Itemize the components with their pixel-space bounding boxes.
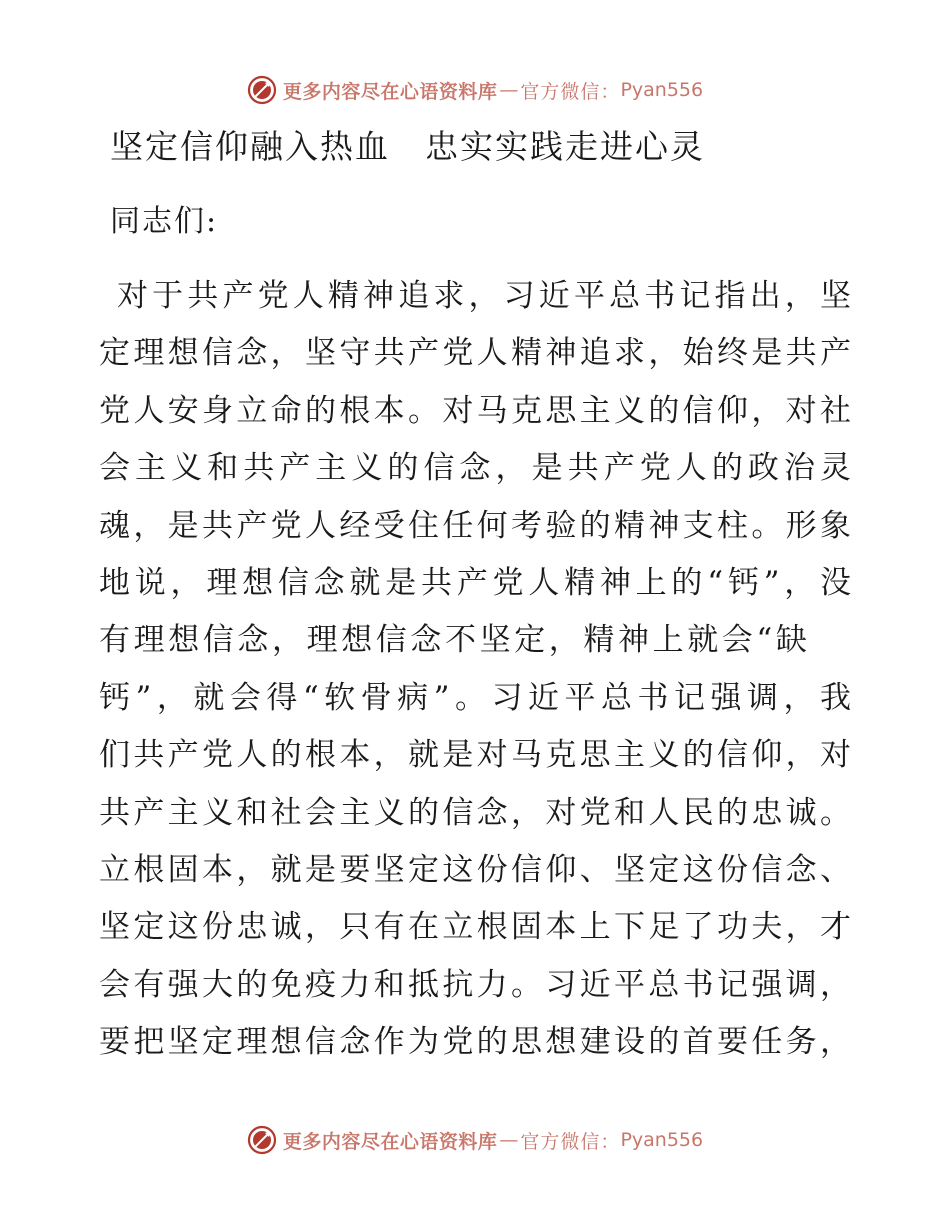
footer-watermark-banner [0, 1120, 950, 1160]
body-line: 对于共产党人精神追求，习近平总书记指出，坚 [117, 278, 851, 314]
banner-contact-label: 官方微信： [520, 1130, 621, 1153]
body-line: 有理想信念，理想信念不坚定，精神上就会“缺 [99, 622, 811, 659]
body-line: 们共产党人的根本，就是对马克思主义的信仰，对 [99, 737, 851, 774]
banner-contact-label: 官方微信： [520, 80, 621, 103]
body-line: 坚定这份忠诚，只有在立根固本上下足了功夫，才 [99, 909, 851, 946]
body-line: 要把坚定理想信念作为党的思想建设的首要任务， [99, 1024, 851, 1061]
salutation: 同志们: [110, 204, 219, 239]
body-line: 共产主义和社会主义的信念，对党和人民的忠诚。 [99, 794, 851, 831]
document-title: 坚定信仰融入热血 忠实实践走进心灵 [110, 127, 705, 166]
banner-separator: — [499, 1129, 519, 1151]
body-line: 魂，是共产党人经受住任何考验的精神支柱。形象 [99, 507, 851, 544]
red-quill-seal-icon [247, 75, 277, 105]
header-watermark-banner [0, 70, 950, 110]
body-line: 会主义和共产主义的信念，是共产党人的政治灵 [99, 450, 851, 487]
banner-separator: — [499, 79, 519, 101]
body-line: 会有强大的免疫力和抵抗力。习近平总书记强调， [99, 966, 851, 1003]
banner-contact-id: Pyan556 [620, 1129, 704, 1151]
banner-site-text: 更多内容尽在心语资料库 [282, 1130, 498, 1153]
body-line: 地说，理想信念就是共产党人精神上的“钙”，没 [99, 564, 851, 601]
body-paragraph [99, 268, 851, 1071]
body-line: 钙”，就会得“软骨病”。习近平总书记强调，我 [99, 679, 851, 716]
body-line: 党人安身立命的根本。对马克思主义的信仰，对社 [99, 392, 851, 429]
red-quill-seal-icon [247, 1125, 277, 1155]
banner-contact-id: Pyan556 [620, 79, 704, 101]
body-line: 定理想信念，坚守共产党人精神追求，始终是共产 [99, 335, 851, 372]
body-line: 立根固本，就是要坚定这份信仰、坚定这份信念、 [99, 851, 851, 888]
banner-site-text: 更多内容尽在心语资料库 [282, 80, 498, 103]
